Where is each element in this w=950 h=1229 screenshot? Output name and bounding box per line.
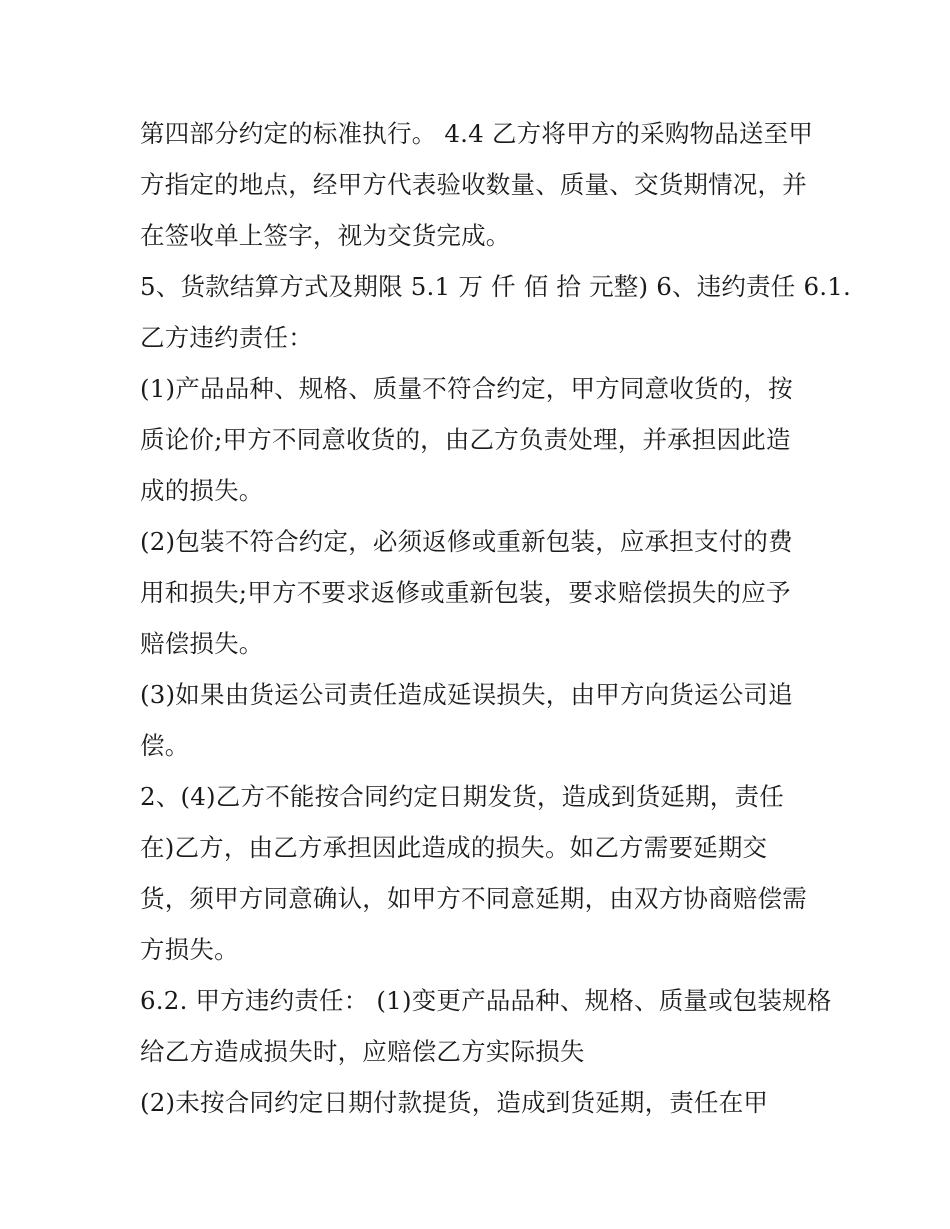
text-line: 第四部分约定的标准执行。 4.4 乙方将甲方的采购物品送至甲 [140, 119, 814, 148]
text-line: 在)乙方，由乙方承担因此造成的损失。如乙方需要延期交 [140, 833, 768, 862]
contract-text [140, 108, 852, 1128]
text-line: 乙方违约责任： [140, 323, 313, 352]
text-line: (2)包装不符合约定，必须返修或重新包装，应承担支付的费 [140, 527, 793, 556]
text-line: 偿。 [140, 731, 190, 760]
text-line: 5、货款结算方式及期限 5.1 万 仟 佰 拾 元整) 6、违约责任 6.1. [140, 272, 852, 301]
text-line: 用和损失;甲方不要求返修或重新包装，要求赔偿损失的应予 [140, 578, 791, 607]
text-line: (2)未按合同约定日期付款提货，造成到货延期，责任在甲 [140, 1088, 769, 1117]
text-line: (1)产品品种、规格、质量不符合约定，甲方同意收货的，按 [140, 374, 793, 403]
text-line: 方指定的地点，经甲方代表验收数量、质量、交货期情况，并 [140, 170, 807, 199]
text-line: 货，须甲方同意确认，如甲方不同意延期，由双方协商赔偿需 [140, 884, 807, 913]
text-line: 给乙方造成损失时，应赔偿乙方实际损失 [140, 1037, 585, 1066]
text-line: 方损失。 [140, 935, 239, 964]
text-line: (3)如果由货运公司责任造成延误损失，由甲方向货运公司追 [140, 680, 793, 709]
text-line: 成的损失。 [140, 476, 264, 505]
text-line: 6.2. 甲方违约责任： (1)变更产品品种、规格、质量或包装规格 [140, 986, 832, 1015]
text-line: 赔偿损失。 [140, 629, 264, 658]
text-line: 2、(4)乙方不能按合同约定日期发货，造成到货延期，责任 [140, 782, 784, 811]
text-line: 在签收单上签字，视为交货完成。 [140, 221, 511, 250]
text-line: 质论价;甲方不同意收货的，由乙方负责处理，并承担因此造 [140, 425, 791, 454]
